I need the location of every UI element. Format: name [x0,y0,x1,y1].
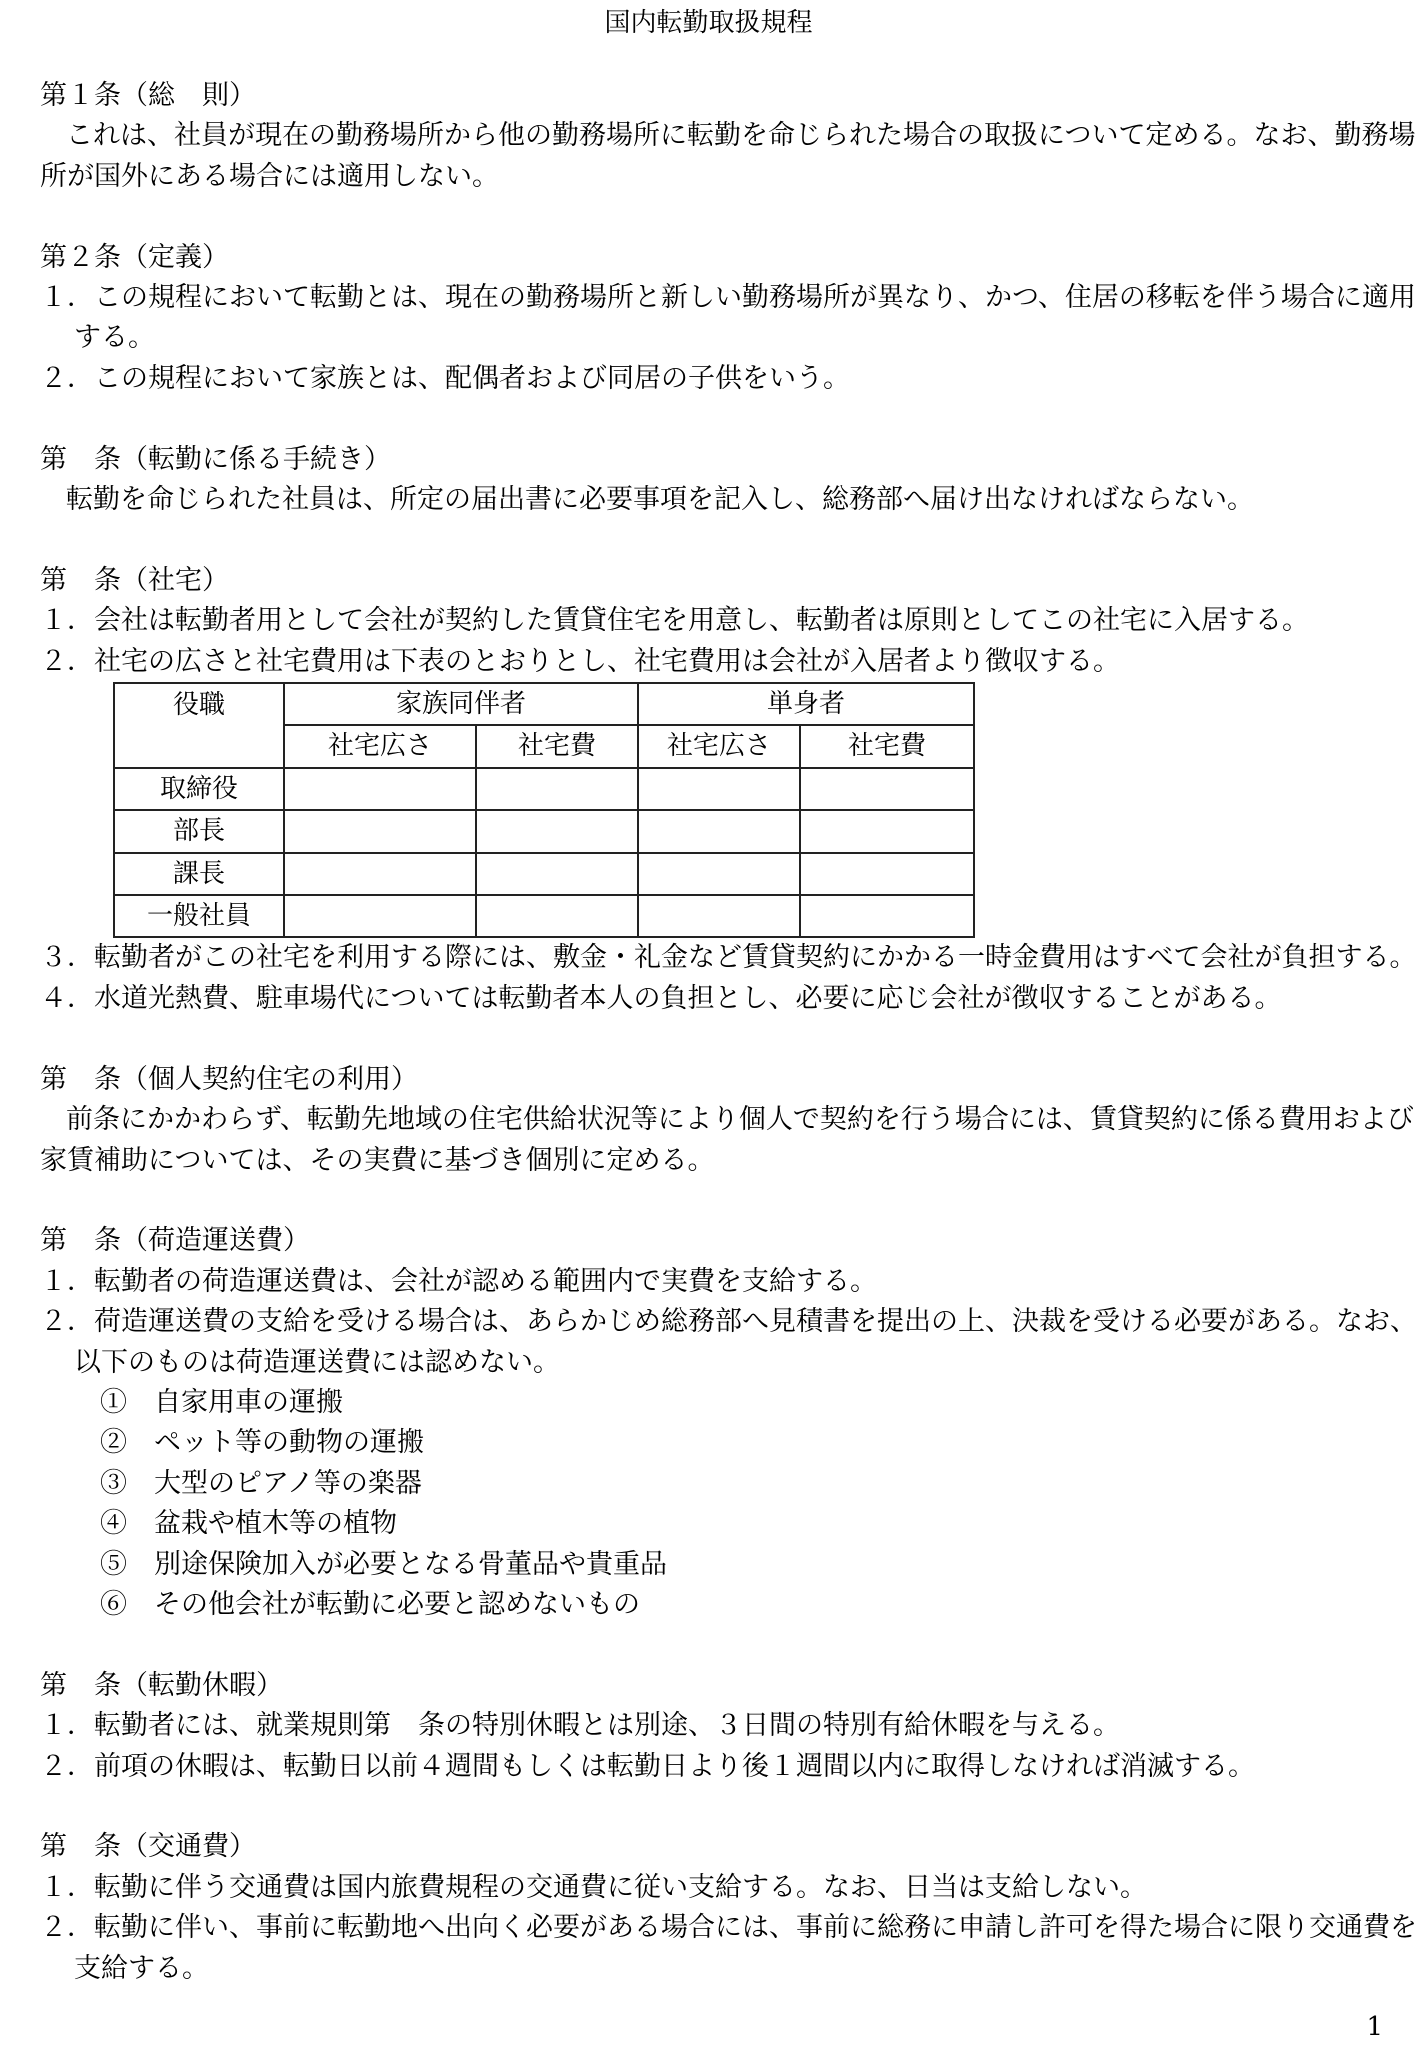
table-cell [638,810,800,852]
article-5 [0,1060,1417,1181]
excluded-item: ③ 大型のピアノ等の楽器 [100,1467,422,1499]
article-8 [0,1827,1417,1989]
table-cell [638,853,800,895]
document-body [0,76,1417,1989]
article-heading: 第 条（社宅） [40,564,229,596]
housing-cost-table [113,682,975,938]
article-4 [0,561,1417,1019]
article-item: ４．水道光熱費、駐車場代については転勤者本人の負担とし、必要に応じ会社が徴収することがある。 [40,982,1282,1014]
article-heading: 第１条（総 則） [40,80,256,111]
table-cell [284,810,476,852]
article-item: ２．前項の休暇は、転勤日以前４週間もしくは転勤日より後１週間以内に取得しなければ消滅する。 [40,1750,1255,1782]
article-heading: 第 条（荷造運送費） [40,1225,310,1257]
article-1 [0,76,1417,197]
article-3 [0,440,1417,521]
article-6 [0,1221,1417,1625]
table-row-label: 部長 [114,810,284,852]
table-cell [800,895,974,937]
article-heading: 第２条（定義） [40,241,229,273]
article-item: １．転勤に伴う交通費は国内旅費規程の交通費に従い支給する。なお、日当は支給しない。 [40,1871,1147,1903]
table-cell [114,725,284,767]
table-row-label: 一般社員 [114,895,284,937]
excluded-item: ② ペット等の動物の運搬 [100,1427,424,1459]
table-header-single: 単身者 [638,683,974,725]
article-item: ２．社宅の広さと社宅費用は下表のとおりとし、社宅費用は会社が入居者より徴収する。 [40,645,1120,677]
excluded-item: ⑤ 別途保険加入が必要となる骨董品や貴重品 [100,1548,667,1580]
article-paragraph: これは、社員が現在の勤務場所から他の勤務場所に転勤を命じられた場合の取扱について定める。なお、勤務場所が国外にある場合には適用しない。 [40,120,1416,192]
excluded-item: ① 自家用車の運搬 [100,1386,343,1418]
table-header-position: 役職 [114,683,284,725]
excluded-item: ④ 盆栽や植木等の植物 [100,1508,397,1540]
table-cell [800,768,974,810]
table-subheader-area: 社宅広さ [284,725,476,767]
table-cell [800,853,974,895]
table-subheader-row [114,725,974,767]
table-cell [476,853,638,895]
article-paragraph: 前条にかかわらず、転勤先地域の住宅供給状況等により個人で契約を行う場合には、賃貸契約に係る費用および家賃補助については、その実費に基づき個別に定める。 [40,1104,1414,1176]
table-subheader-cost: 社宅費 [476,725,638,767]
article-heading: 第 条（転勤休暇） [40,1669,283,1701]
article-paragraph: 転勤を命じられた社員は、所定の届出書に必要事項を記入し、総務部へ届け出なければならない。 [66,484,1254,516]
article-heading: 第 条（転勤に係る手続き） [40,443,391,475]
article-heading: 第 条（個人契約住宅の利用） [40,1063,418,1095]
table-cell [284,895,476,937]
article-item: ２．この規程において家族とは、配偶者および同居の子供をいう。 [40,362,850,394]
table-row [114,768,974,810]
table-cell [284,768,476,810]
table-cell [476,768,638,810]
article-7 [0,1666,1417,1787]
table-cell [638,768,800,810]
article-item: ３．転勤者がこの社宅を利用する際には、敷金・礼金など賃貸契約にかかる一時金費用はすべて会社が負担する。 [40,942,1417,974]
table-cell [638,895,800,937]
excluded-item: ⑥ その他会社が転勤に必要と認めないもの [100,1588,640,1620]
article-item: １．転勤者には、就業規則第 条の特別休暇とは別途、３日間の特別有給休暇を与える。 [40,1710,1120,1742]
document-title: 国内転勤取扱規程 [604,8,813,38]
table-row [114,895,974,937]
table-header-row [114,683,974,725]
article-item: ２．荷造運送費の支給を受ける場合は、あらかじめ総務部へ見積書を提出の上、決裁を受ける必要がある。なお、以下のものは荷造運送費には認めない。 [40,1306,1417,1378]
table-subheader-cost: 社宅費 [800,725,974,767]
table-cell [284,853,476,895]
table-cell [800,810,974,852]
page-number: 1 [1366,2012,1383,2042]
article-item: １．この規程において転勤とは、現在の勤務場所と新しい勤務場所が異なり、かつ、住居の移転を伴う場合に適用する。 [40,282,1416,354]
table-subheader-area: 社宅広さ [638,725,800,767]
article-2 [0,238,1417,400]
article-item: ２．転勤に伴い、事前に転勤地へ出向く必要がある場合には、事前に総務に申請し許可を得た場合に限り交通費を支給する。 [40,1912,1417,1984]
table-cell [476,810,638,852]
article-item: １．転勤者の荷造運送費は、会社が認める範囲内で実費を支給する。 [40,1265,877,1297]
table-header-family: 家族同伴者 [284,683,638,725]
table-cell [476,895,638,937]
article-item: １．会社は転勤者用として会社が契約した賃貸住宅を用意し、転勤者は原則としてこの社宅に入居する。 [40,605,1309,637]
table-row [114,810,974,852]
table-row-label: 課長 [114,853,284,895]
table-row-label: 取締役 [114,768,284,810]
table-row [114,853,974,895]
article-heading: 第 条（交通費） [40,1831,256,1863]
